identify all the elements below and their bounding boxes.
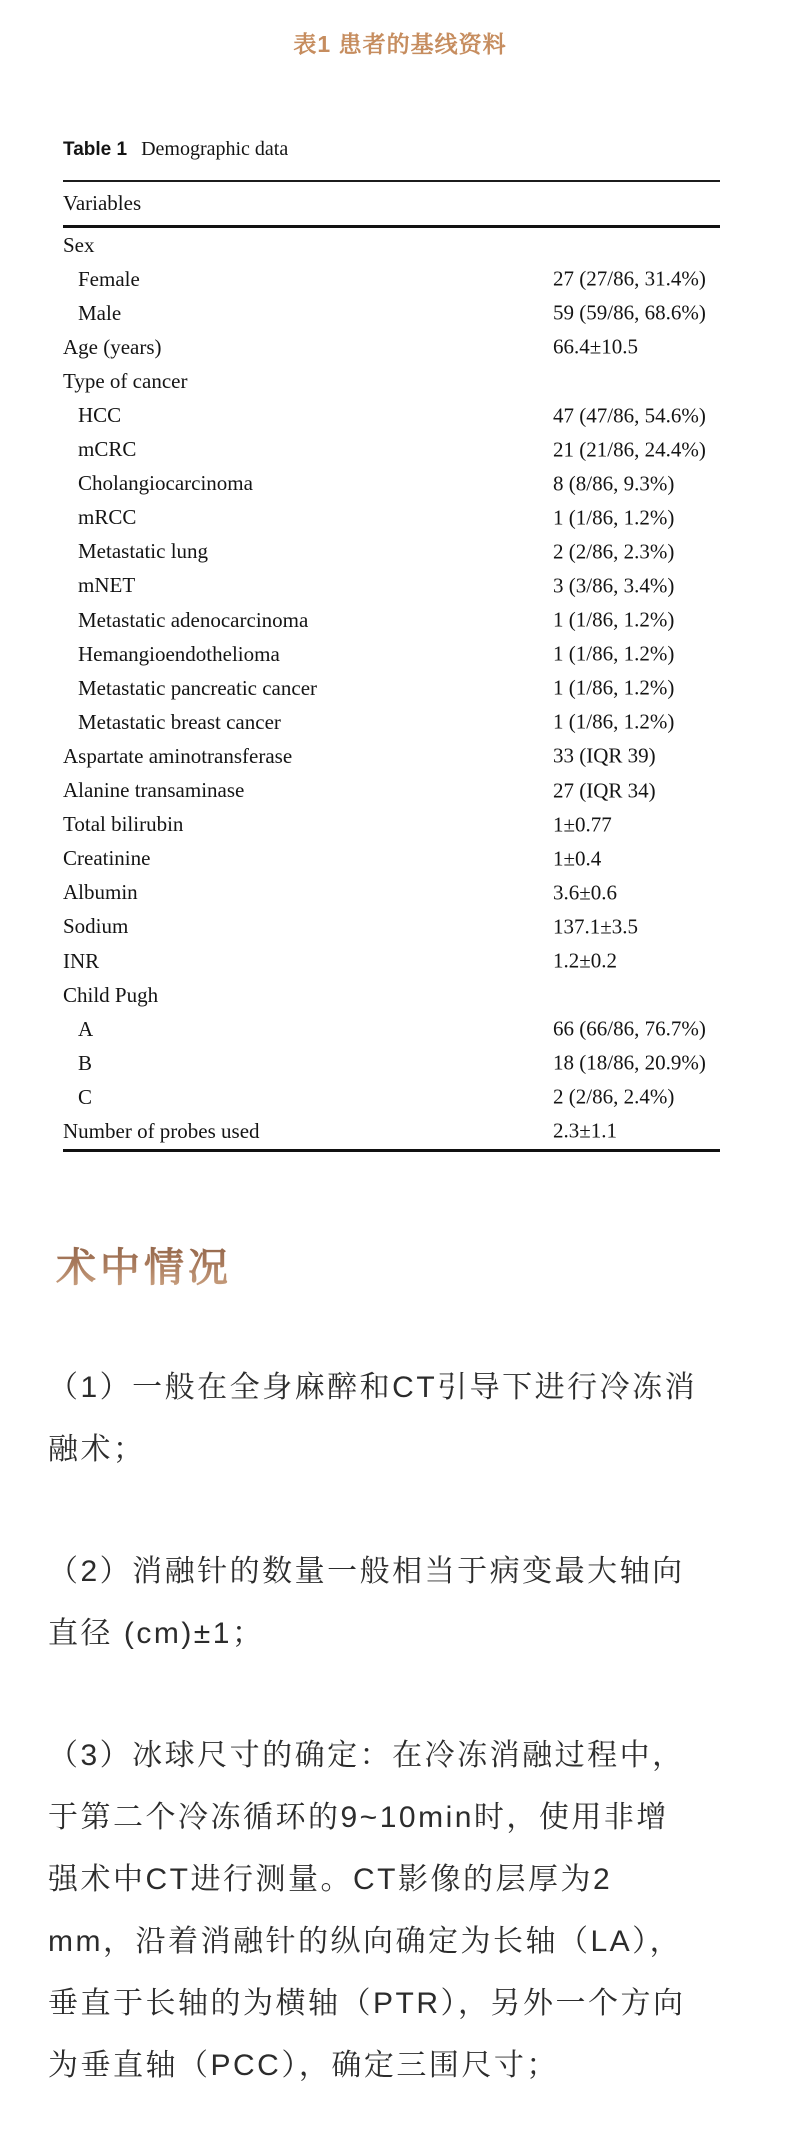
table-row-value: 2.3±1.1 [553,1118,618,1143]
table-row-label: Aspartate aminotransferase [63,743,293,768]
paragraph-line: 垂直于长轴的为横轴（PTR），另外一个方向 [48,1987,686,2020]
table-row-value: 66.4±10.5 [553,334,639,359]
table-row-value: 27 (27/86, 31.4%) [553,266,706,291]
table-row-value: 66 (66/86, 76.7%) [553,1016,706,1041]
paragraph-line: 强术中CT进行测量。CT影像的层厚为2 [48,1863,613,1896]
table-row-value: 47 (47/86, 54.6%) [553,403,706,428]
section-heading: 术中情况 [56,1236,232,1293]
table-row [63,1080,720,1114]
table-header-row [63,182,720,225]
table-row-value: 1 (1/86, 1.2%) [553,709,675,734]
table-row-label: Metastatic breast cancer [78,709,281,734]
table-row [63,876,720,910]
table-row [63,535,720,569]
table-row-label: HCC [78,403,122,428]
table-row-value: 8 (8/86, 9.3%) [553,471,675,496]
table-row-label: B [78,1050,93,1075]
table-row-value: 3 (3/86, 3.4%) [553,573,675,598]
table-row [63,637,720,671]
table-row-label: Cholangiocarcinoma [78,471,253,496]
table-row-label: Sex [63,232,95,257]
table-row-label: Age (years) [63,334,162,359]
paragraph-line: 为垂直轴（PCC），确定三围尺寸； [48,2049,559,2082]
table-row-label: Alanine transaminase [63,778,245,803]
table-row-label: mCRC [78,437,137,462]
table-row-value: 1±0.4 [553,846,602,871]
table-row [63,467,720,501]
table-row [63,364,720,398]
table-row-label: Total bilirubin [63,812,184,837]
paragraph-line: 于第二个冷冻循环的9~10min时，使用非增 [48,1801,669,1834]
table-row-label: Female [78,266,140,291]
table-row [63,978,720,1012]
table-row [63,842,720,876]
table-row-value: 1 (1/86, 1.2%) [553,505,675,530]
table-row [63,944,720,978]
paragraph [48,1541,754,1665]
table-row-label: A [78,1016,94,1041]
body-paragraphs [48,1357,754,2097]
table-row [63,910,720,944]
table-rows [63,228,720,1149]
table-row [63,501,720,535]
paragraph-line: （1）一般在全身麻醉和CT引导下进行冷冻消 [48,1371,698,1404]
table-row-value: 1 (1/86, 1.2%) [553,675,675,700]
table-row [63,739,720,773]
table-row-label: Creatinine [63,846,151,871]
table-row-label: Number of probes used [63,1118,260,1143]
table-row-label: Albumin [63,880,138,905]
table-row [63,1114,720,1148]
table-caption-label: Table 1 [63,139,128,160]
table-row-label: C [78,1084,93,1109]
table-row-value: 27 (IQR 34) [553,778,656,803]
table-row-label: mRCC [78,505,137,530]
table-row-label: Hemangioendothelioma [78,641,280,666]
table-row-value: 3.6±0.6 [553,880,618,905]
table-row [63,1046,720,1080]
demographic-table [63,138,720,1152]
paragraph-line: 直径 (cm)±1； [48,1617,265,1650]
table-row-label: mNET [78,573,136,598]
table-row-value: 1 (1/86, 1.2%) [553,641,675,666]
table-header-variables: Variables [63,191,142,215]
table-row-label: Male [78,300,122,325]
table-row [63,671,720,705]
table-row-value: 2 (2/86, 2.3%) [553,539,675,564]
table-row-value: 21 (21/86, 24.4%) [553,437,706,462]
table-row-value: 1±0.77 [553,812,612,837]
paragraph-line: 融术； [48,1433,146,1466]
table-row [63,330,720,364]
table-row-label: Metastatic pancreatic cancer [78,675,318,700]
table-row-value: 1.2±0.2 [553,948,618,973]
table-row-value: 137.1±3.5 [553,914,639,939]
table-row-value: 1 (1/86, 1.2%) [553,607,675,632]
table-row [63,603,720,637]
table-row-label: Child Pugh [63,982,159,1007]
table-row-value: 33 (IQR 39) [553,743,656,768]
table-row [63,398,720,432]
paragraph [48,1357,754,1481]
paragraph-line: （2）消融针的数量一般相当于病变最大轴向 [48,1555,685,1588]
table-caption-text: Demographic data [141,138,289,160]
table-row [63,296,720,330]
table-row-label: Sodium [63,914,129,939]
table-row [63,262,720,296]
table-row [63,228,720,262]
table-row [63,774,720,808]
paragraph [48,1725,754,2097]
table-caption [63,138,720,180]
page-title: 表1 患者的基线资料 [293,31,507,57]
table-row-label: Metastatic adenocarcinoma [78,607,309,632]
table-row [63,705,720,739]
table-row [63,808,720,842]
table-row [63,569,720,603]
table-row [63,433,720,467]
table-row [63,1012,720,1046]
table-row-label: INR [63,948,100,973]
table-rule-bottom [63,1149,720,1152]
table-row-label: Type of cancer [63,368,188,393]
table-row-label: Metastatic lung [78,539,209,564]
table-row-value: 2 (2/86, 2.4%) [553,1084,675,1109]
paragraph-line: mm，沿着消融针的纵向确定为长轴（LA）， [48,1925,683,1958]
table-row-value: 59 (59/86, 68.6%) [553,300,706,325]
table-row-value: 18 (18/86, 20.9%) [553,1050,706,1075]
paragraph-line: （3）冰球尺寸的确定：在冷冻消融过程中， [48,1739,685,1772]
